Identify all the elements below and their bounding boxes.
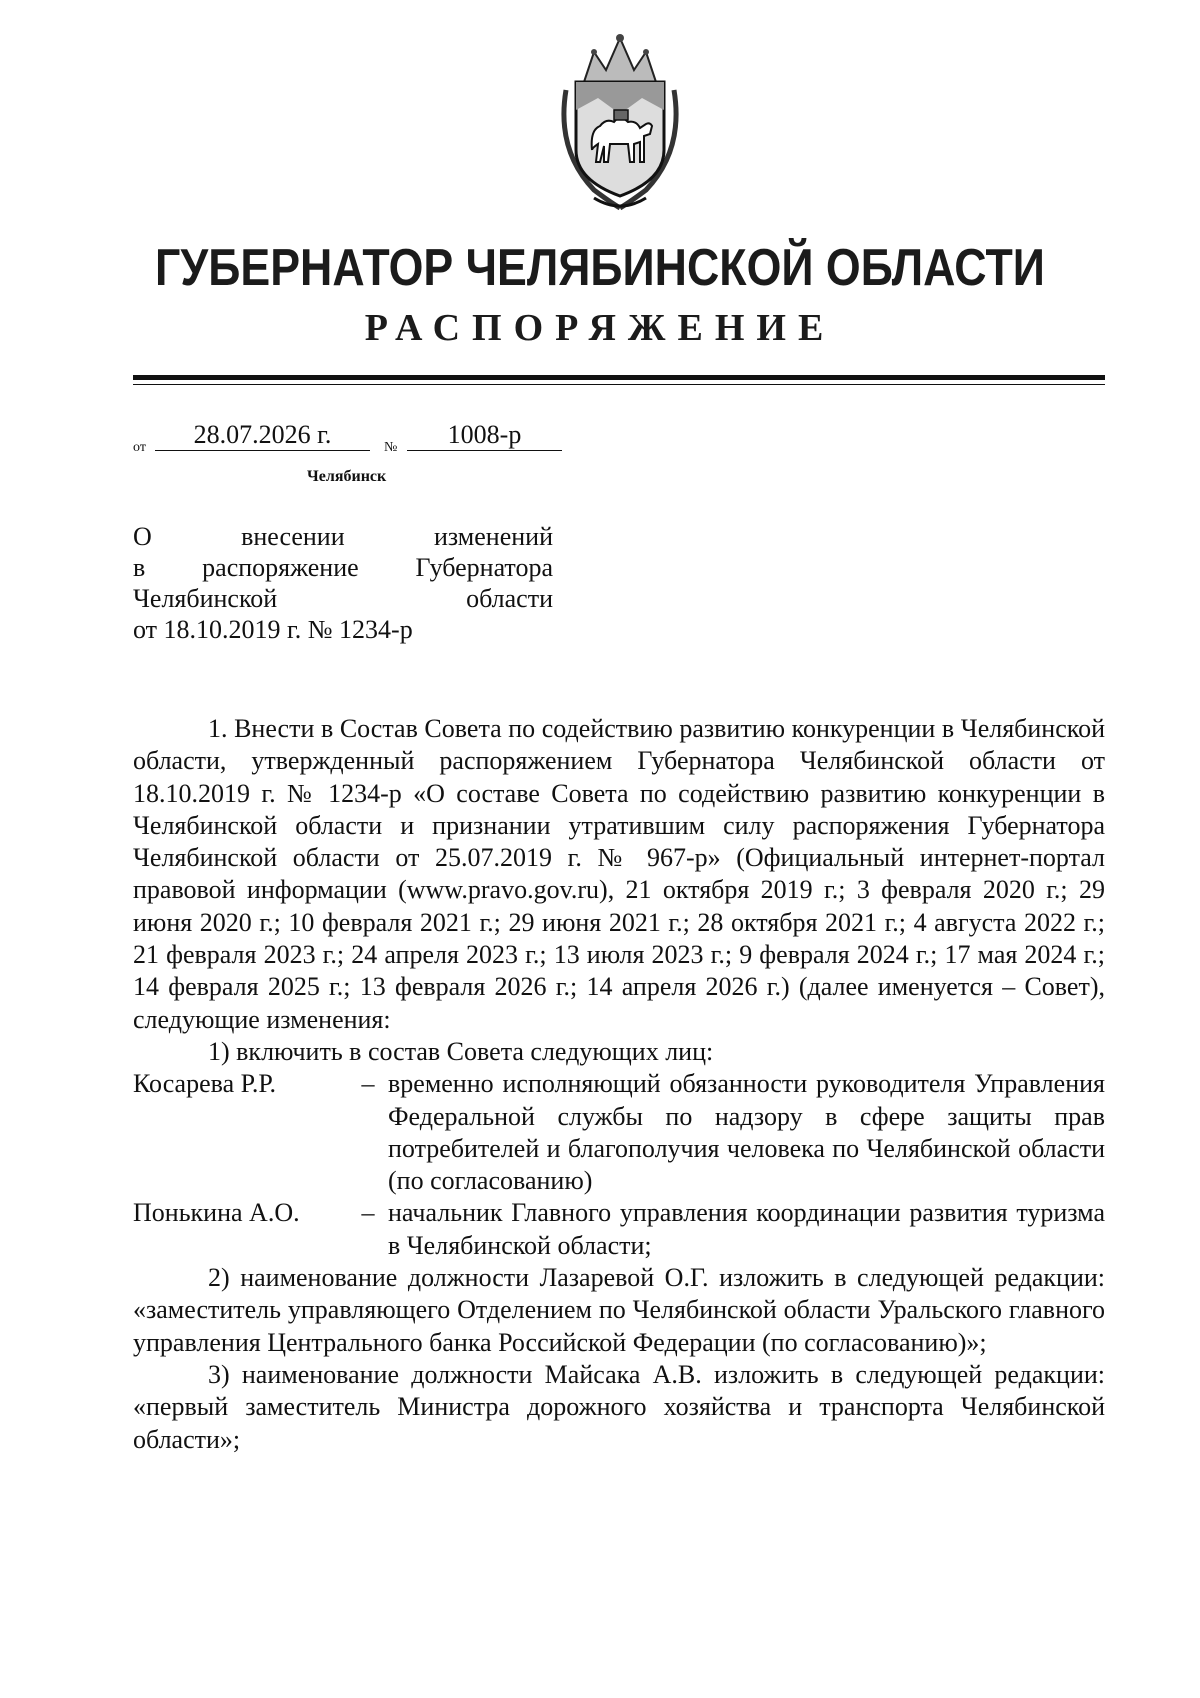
person-name: Понькина А.О. — [133, 1198, 300, 1228]
item-1: 1) включить в состав Совета следующих лиц: — [208, 1036, 714, 1066]
issuer-title: ГУБЕРНАТОР ЧЕЛЯБИНСКОЙ ОБЛАСТИ — [155, 239, 1045, 297]
issue-city: Челябинск — [307, 468, 387, 485]
subject-line: в распоряжение Губернатора — [133, 553, 553, 582]
document-date: 28.07.2026 г. — [155, 420, 370, 451]
person-position: временно исполняющий обязанности руководителя Управления Федеральной службы по надзору в сфере защиты прав потребителей и благополучия человека по Челябинской области (по согласованию) — [388, 1069, 1105, 1196]
header-rule-thin — [133, 384, 1105, 385]
subject-line: от 18.10.2019 г. № 1234-р — [133, 615, 413, 644]
person-name: Косарева Р.Р. — [133, 1069, 277, 1099]
document-number: 1008-р — [407, 420, 562, 451]
coat-of-arms-emblem — [554, 30, 686, 216]
paragraph-1: 1. Внести в Состав Совета по содействию развитию конкуренции в Челябинской области, утвержденный распоряжением Губернатора Челябинской области от 18.10.2019 г. № 1234-р «О составе Совета по содействию развитию конкуренции в Челябинской области и признании утратившим силу распоряжения Губернатора Челябинской области от 25.07.2019 г. № 967-р» (Официальный интернет-портал правовой информации (www.pravo.gov.ru), 21 октября 2019 г.; 3 февраля 2020 г.; 29 июня 2020 г.; 10 февраля 2021 г.; 29 июня 2021 г.; 28 октября 2021 г.; 4 августа 2022 г.; 21 февраля 2023 г.; 24 апреля 2023 г.; 13 июля 2023 г.; 9 февраля 2024 г.; 17 мая 2024 г.; 14 февраля 2025 г.; 13 февраля 2026 г.; 14 апреля 2026 г.) (далее именуется – Совет), следующие изменения: — [133, 714, 1105, 1034]
person-position: начальник Главного управления координации развития туризма в Челябинской области; — [388, 1198, 1105, 1260]
subject-line: О внесении изменений — [133, 522, 553, 551]
item-3: 3) наименование должности Майсака А.В. изложить в следующей редакции: «первый заместитель Министра дорожного хозяйства и транспорта Челябинской области»; — [133, 1359, 1105, 1454]
item-2: 2) наименование должности Лазаревой О.Г. изложить в следующей редакции: «заместитель управляющего Отделением по Челябинской области Уральского главного управления Центрального банка Российской Федерации (по согласованию)»; — [133, 1263, 1105, 1357]
person-dash: – — [361, 1069, 375, 1099]
number-label: № — [384, 440, 398, 455]
document-type-heading: РАСПОРЯЖЕНИЕ — [364, 307, 836, 349]
header-rule-thick — [133, 375, 1105, 380]
document-subject — [133, 521, 553, 645]
person-entry — [133, 1197, 1105, 1262]
subject-line: Челябинской области — [133, 584, 553, 613]
date-label: от — [133, 440, 146, 455]
person-dash: – — [361, 1198, 375, 1228]
document-body — [133, 713, 1105, 1456]
person-entry — [133, 1068, 1105, 1197]
